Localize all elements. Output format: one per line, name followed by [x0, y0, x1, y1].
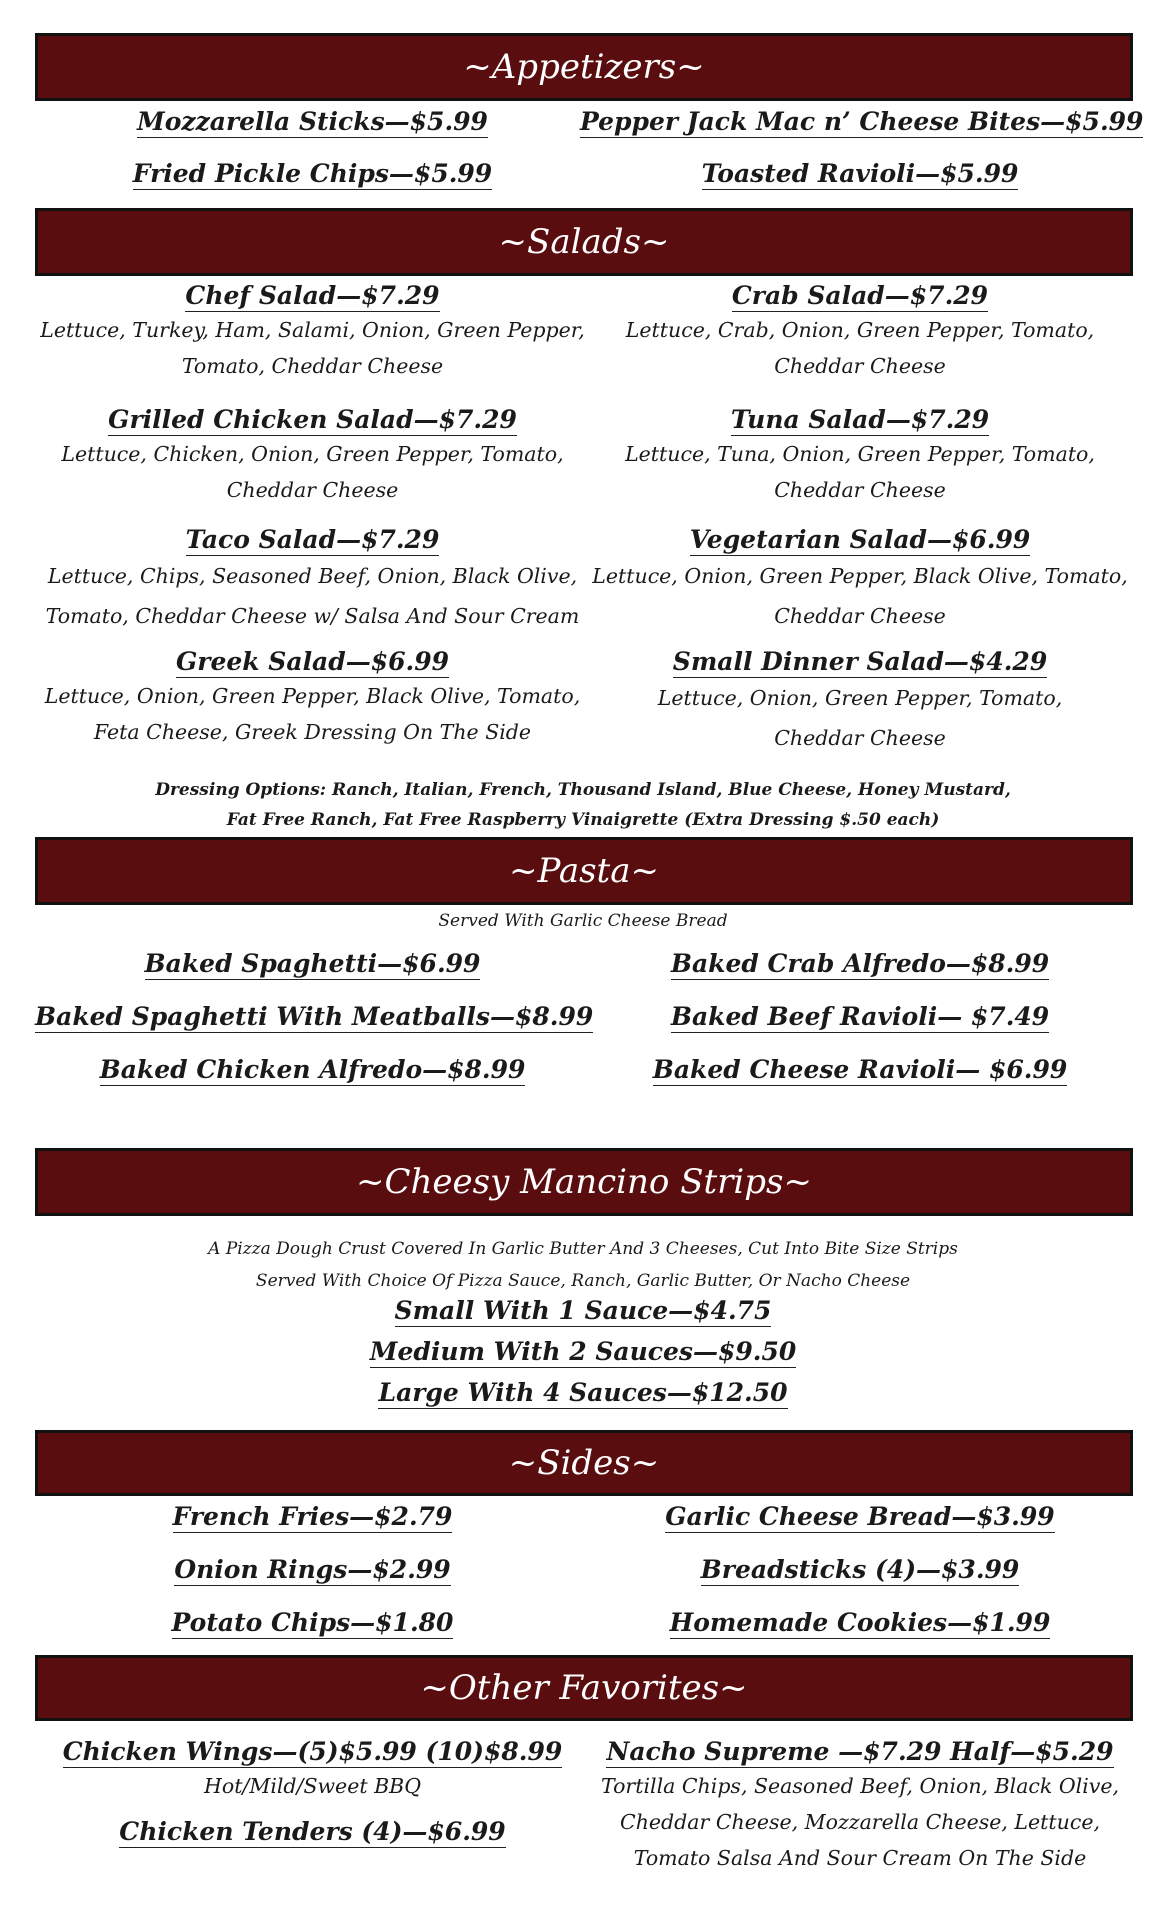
menu-item: Mozzarella Sticks—$5.99 — [137, 107, 488, 136]
menu-item: Greek Salad—$6.99 — [175, 647, 450, 676]
pasta-header: ~Pasta~ — [35, 837, 1133, 905]
menu-item: Breadsticks (4)—$3.99 — [700, 1555, 1020, 1584]
sides-right — [580, 1503, 1140, 1662]
salad-tuna — [580, 406, 1140, 508]
salad-chef — [35, 282, 590, 384]
menu-item: Small With 1 Sauce—$4.75 — [394, 1296, 772, 1325]
strips-notes — [0, 1233, 1166, 1297]
menu-item: Baked Spaghetti With Meatballs—$8.99 — [35, 1002, 594, 1031]
item-description: Feta Cheese, Greek Dressing On The Side — [93, 719, 532, 744]
menu-item: Homemade Cookies—$1.99 — [669, 1608, 1051, 1637]
menu-item: Grilled Chicken Salad—$7.29 — [108, 405, 517, 434]
menu-item: Baked Crab Alfredo—$8.99 — [670, 949, 1050, 978]
menu-item: Garlic Cheese Bread—$3.99 — [665, 1502, 1055, 1531]
salad-crab — [580, 282, 1140, 384]
menu-item: Nacho Supreme —$7.29 Half—$5.29 — [606, 1737, 1114, 1766]
item-description: Cheddar Cheese — [226, 477, 399, 502]
menu-item: Chicken Wings—(5)$5.99 (10)$8.99 — [62, 1737, 563, 1766]
sides-left — [35, 1503, 590, 1662]
menu-item: Taco Salad—$7.29 — [185, 525, 440, 554]
menu-item: Pepper Jack Mac n’ Cheese Bites—$5.99 — [580, 107, 1144, 136]
dressing-line: Dressing Options: Ranch, Italian, French, Thousand Island, Blue Cheese, Honey Mustard, — [155, 780, 1011, 800]
item-description: Tomato Salsa And Sour Cream On The Side — [633, 1845, 1087, 1870]
menu-item: Chef Salad—$7.29 — [185, 281, 440, 310]
favorites-right — [580, 1738, 1140, 1876]
menu-item: Baked Beef Ravioli— $7.49 — [670, 1002, 1050, 1031]
item-description: Tomato, Cheddar Cheese w/ Salsa And Sour Cream — [45, 603, 580, 628]
menu-item: Medium With 2 Sauces—$9.50 — [369, 1337, 797, 1366]
favorites-header: ~Other Favorites~ — [35, 1655, 1133, 1721]
dressing-options — [0, 775, 1166, 835]
menu-item: Tuna Salad—$7.29 — [730, 405, 990, 434]
menu-item: Small Dinner Salad—$4.29 — [672, 647, 1048, 676]
menu-item: Crab Salad—$7.29 — [731, 281, 989, 310]
favorites-left — [35, 1738, 590, 1848]
item-description: Lettuce, Chips, Seasoned Beef, Onion, Black Olive, — [47, 563, 578, 588]
salad-grilled-chicken — [35, 406, 590, 508]
item-description: Cheddar Cheese — [774, 353, 946, 378]
menu-item: Baked Chicken Alfredo—$8.99 — [99, 1055, 526, 1084]
salad-vegetarian — [580, 526, 1140, 636]
pasta-right — [580, 950, 1140, 1109]
dressing-line: Fat Free Ranch, Fat Free Raspberry Vinaigrette (Extra Dressing $.50 each) — [226, 810, 940, 830]
item-description: Tomato, Cheddar Cheese — [181, 353, 444, 378]
salad-small-dinner — [580, 648, 1140, 758]
menu-item: Chicken Tenders (4)—$6.99 — [119, 1816, 506, 1846]
item-description: Lettuce, Turkey, Ham, Salami, Onion, Green Pepper, — [40, 317, 585, 342]
item-description: Cheddar Cheese, Mozzarella Cheese, Lettuce, — [620, 1809, 1100, 1834]
item-description: Tortilla Chips, Seasoned Beef, Onion, Black Olive, — [601, 1773, 1119, 1798]
strips-items — [0, 1297, 1166, 1420]
item-description: Cheddar Cheese — [774, 477, 946, 502]
appetizers-left — [35, 108, 590, 212]
item-description: Lettuce, Crab, Onion, Green Pepper, Tomato, — [625, 317, 1095, 342]
strips-note: A Pizza Dough Crust Covered In Garlic Butter And 3 Cheeses, Cut Into Bite Size Strips — [208, 1239, 958, 1259]
strips-header: ~Cheesy Mancino Strips~ — [35, 1148, 1133, 1216]
menu-item: Baked Cheese Ravioli— $6.99 — [652, 1055, 1068, 1084]
item-description: Cheddar Cheese — [774, 725, 946, 750]
salad-greek — [35, 648, 590, 750]
item-description: Lettuce, Onion, Green Pepper, Black Olive, Tomato, — [44, 683, 581, 708]
appetizers-header: ~Appetizers~ — [35, 33, 1133, 101]
menu-item: Potato Chips—$1.80 — [171, 1608, 454, 1637]
menu-item: Large With 4 Sauces—$12.50 — [378, 1378, 788, 1407]
menu-item: French Fries—$2.79 — [172, 1502, 453, 1531]
salads-header: ~Salads~ — [35, 208, 1133, 276]
menu-item: Onion Rings—$2.99 — [174, 1555, 451, 1584]
menu-item: Fried Pickle Chips—$5.99 — [132, 159, 493, 188]
item-description: Lettuce, Onion, Green Pepper, Tomato, — [657, 685, 1063, 710]
item-description: Lettuce, Chicken, Onion, Green Pepper, Tomato, — [61, 441, 564, 466]
sides-header: ~Sides~ — [35, 1430, 1133, 1496]
item-description: Hot/Mild/Sweet BBQ — [203, 1773, 422, 1798]
pasta-note: Served With Garlic Cheese Bread — [438, 911, 728, 931]
menu-item: Vegetarian Salad—$6.99 — [689, 525, 1031, 554]
menu-item: Baked Spaghetti—$6.99 — [144, 949, 481, 978]
item-description: Lettuce, Tuna, Onion, Green Pepper, Tomato, — [625, 441, 1095, 466]
salad-taco — [35, 526, 590, 636]
item-description: Lettuce, Onion, Green Pepper, Black Olive, Tomato, — [592, 563, 1128, 588]
item-description: Cheddar Cheese — [774, 603, 946, 628]
pasta-left — [35, 949, 594, 1109]
menu-item: Toasted Ravioli—$5.99 — [701, 159, 1019, 188]
appetizers-right — [580, 107, 1144, 212]
strips-note: Served With Choice Of Pizza Sauce, Ranch, Garlic Butter, Or Nacho Cheese — [255, 1271, 911, 1291]
